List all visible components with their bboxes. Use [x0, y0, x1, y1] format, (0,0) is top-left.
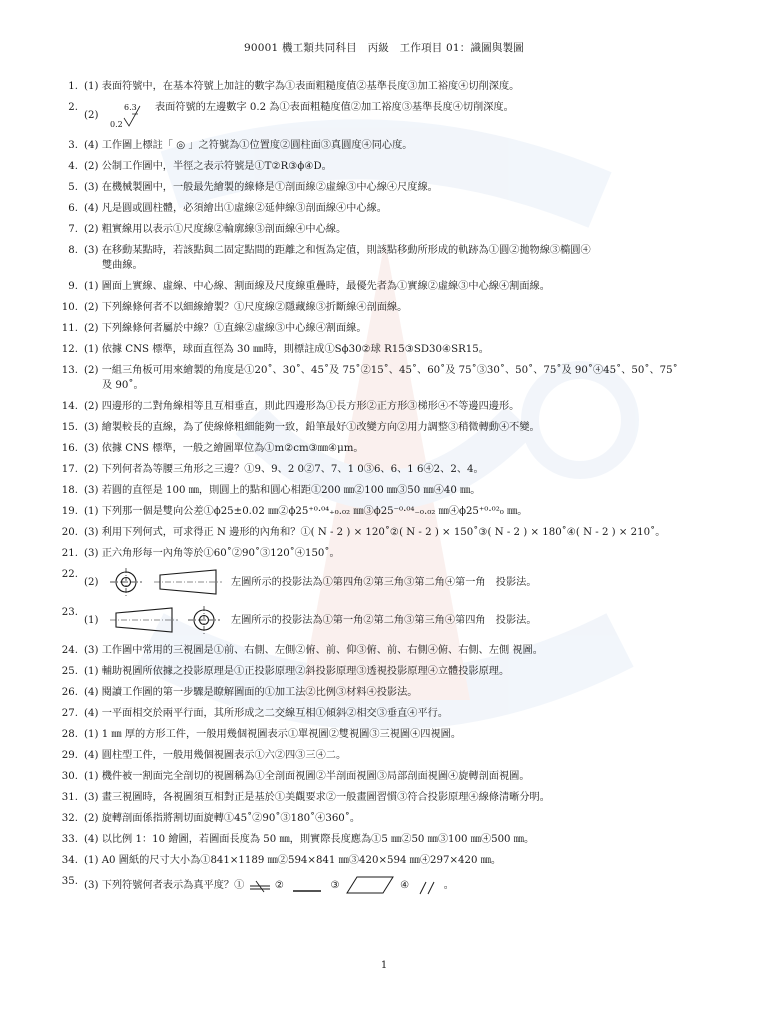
- question-text: 輔助視圖所依據之投影原理是①正投影原理②斜投影原理③透視投影原理④立體投影原理。: [101, 666, 510, 677]
- question-number: 1.: [68, 81, 78, 92]
- question-13: [62, 363, 722, 399]
- question-list: [62, 79, 722, 904]
- question-answer: (3): [84, 527, 99, 538]
- question-number: 29.: [61, 750, 78, 761]
- question-number: 13.: [61, 365, 78, 376]
- question-number: 5.: [68, 182, 78, 193]
- question-number: 23.: [61, 607, 78, 618]
- question-answer: (2): [84, 813, 99, 824]
- question-answer: (1): [84, 344, 99, 355]
- question-answer: (1): [84, 729, 99, 740]
- question-answer: (3): [84, 422, 99, 433]
- question-text: 依據 CNS 標準，一般之繪圖單位為①m②cm③㎜④μm。: [101, 443, 364, 454]
- question-text-continued: 雙曲線。: [102, 260, 143, 271]
- question-number: 12.: [61, 344, 78, 355]
- question-35: [62, 874, 722, 904]
- question-text: 正六角形每一內角等於①60˚②90˚③120˚④150˚。: [101, 548, 340, 559]
- question-answer: (3): [84, 880, 99, 891]
- question-9: [62, 279, 722, 300]
- question-number: 15.: [61, 422, 78, 433]
- question-answer: (1): [84, 855, 99, 866]
- question-text: 工作圖上標註「 ◎ 」之符號為①位置度②圓柱面③真圓度④同心度。: [101, 140, 413, 151]
- question-end-mark: 。: [443, 880, 454, 891]
- option-4-symbol: [412, 874, 440, 896]
- question-28: [62, 727, 722, 748]
- question-text: 表面符號的左邊數字 0.2 為①表面粗糙度值②加工裕度③基準長度④切削深度。: [154, 102, 514, 113]
- question-text: 1 ㎜ 厚的方形工件，一般用幾個視圖表示①單視圖②雙視圖③三視圖④四視圖。: [101, 729, 462, 740]
- surface-roughness-symbol: [110, 100, 146, 130]
- question-answer: (2): [84, 302, 99, 313]
- option-1-symbol: [248, 876, 272, 894]
- question-23: [62, 605, 722, 643]
- question-number: 34.: [61, 855, 78, 866]
- question-15: [62, 420, 722, 441]
- question-answer: (2): [84, 161, 99, 172]
- question-answer: (3): [84, 548, 99, 559]
- question-text: 左圖所示的投影法為①第四角②第三角③第二角④第一角 投影法。: [230, 577, 537, 588]
- question-text: 粗實線用以表示①尺度線②輪廓線③剖面線④中心線。: [101, 224, 347, 235]
- question-text: 以比例 1：10 繪圖，若圖面長度為 50 ㎜，則實際長度應為①5 ㎜②50 ㎜③100 ㎜④500 ㎜。: [101, 834, 535, 845]
- page-number: 1: [380, 960, 388, 971]
- option-2-marker: ②: [274, 880, 284, 891]
- question-30: [62, 769, 722, 790]
- question-number: 14.: [61, 401, 78, 412]
- question-number: 7.: [68, 224, 78, 235]
- question-answer: (2): [84, 110, 99, 121]
- question-2: [62, 100, 722, 138]
- question-24: [62, 643, 722, 664]
- question-text: 在移動某點時，若該點與二固定點間的距離之和恆為定值，則該點移動所形成的軌跡為①圓②拋物線③橢圓④: [101, 245, 591, 256]
- question-10: [62, 300, 722, 321]
- question-number: 32.: [61, 813, 78, 824]
- question-1: [62, 79, 722, 100]
- question-16: [62, 441, 722, 462]
- question-number: 20.: [61, 527, 78, 538]
- question-text: 表面符號中，在基本符號上加註的數字為①表面粗糙度值②基準長度③加工裕度④切削深度。: [101, 81, 520, 92]
- question-number: 3.: [68, 140, 78, 151]
- question-text: 依據 CNS 標準，球面直徑為 30 ㎜時，則標註成①Sϕ30②球 R15③SD30④SR15。: [101, 344, 489, 355]
- question-29: [62, 748, 722, 769]
- question-number: 2.: [68, 102, 78, 113]
- question-17: [62, 462, 722, 483]
- question-answer: (1): [84, 81, 99, 92]
- question-answer: (4): [84, 140, 99, 151]
- question-text: 若圓的直徑是 100 ㎜，則圓上的點和圓心相距①200 ㎜②100 ㎜③50 ㎜④40 ㎜。: [101, 485, 481, 496]
- question-18: [62, 483, 722, 504]
- question-text: 下列符號何者表示為真平度？①: [101, 880, 245, 891]
- question-text: 四邊形的二對角線相等且互相垂直，則此四邊形為①長方形②正方形③梯形④不等邊四邊形。: [101, 401, 520, 412]
- question-19: [62, 504, 722, 525]
- question-text: 閱讀工作圖的第一步驟是瞭解圖面的①加工法②比例③材料④投影法。: [101, 687, 418, 698]
- question-answer: (2): [84, 323, 99, 334]
- question-number: 26.: [61, 687, 78, 698]
- question-number: 18.: [61, 485, 78, 496]
- question-number: 17.: [61, 464, 78, 475]
- question-3: [62, 138, 722, 159]
- question-answer: (1): [84, 666, 99, 677]
- option-3-flatness-symbol: [343, 874, 397, 896]
- question-text: 利用下列何式，可求得正 N 邊形的內角和？①( N - 2 ) × 120˚②( N - 2 ) × 150˚③( N - 2 ) × 180˚④( N - 2 ) × 210˚。: [101, 527, 666, 538]
- question-number: 4.: [68, 161, 78, 172]
- option-2-symbol: [287, 876, 327, 894]
- question-number: 21.: [61, 548, 78, 559]
- question-answer: (3): [84, 245, 99, 256]
- question-answer: (2): [84, 401, 99, 412]
- question-text: 下列那一個是雙向公差①ϕ25±0.02 ㎜②ϕ25⁺⁰·⁰⁴₊₀.₀₂ ㎜③ϕ25⁻⁰·⁰⁴₋₀.₀₂ ㎜④ϕ25⁺⁰·⁰²₀ ㎜。: [101, 506, 528, 517]
- question-text-continued: 及 90˚。: [102, 380, 144, 391]
- question-number: 19.: [61, 506, 78, 517]
- question-number: 28.: [61, 729, 78, 740]
- question-11: [62, 321, 722, 342]
- question-text: 畫三視圖時，各視圖須互相對正是基於①美觀要求②一般畫圖習慣③符合投影原理④線條清晰分明。: [101, 792, 550, 803]
- question-answer: (1): [84, 281, 99, 292]
- question-number: 22.: [61, 569, 78, 580]
- question-12: [62, 342, 722, 363]
- symbol-lower-value: 0.2: [109, 120, 123, 129]
- question-text: 旋轉剖面係指將割切面旋轉①45˚②90˚③180˚④360˚。: [101, 813, 361, 824]
- question-number: 33.: [61, 834, 78, 845]
- page-header: 90001 機工類共同科目 丙級 工作項目 01：識圖與製圖: [244, 42, 524, 54]
- question-text: 繪製較長的直線，為了使線條粗細能夠一致，鉛筆最好①改變方向②用力調整③稍微轉動④不變。: [101, 422, 540, 433]
- question-25: [62, 664, 722, 685]
- question-answer: (1): [84, 615, 99, 626]
- question-27: [62, 706, 722, 727]
- question-text: 下列線條何者不以細線繪製？①尺度線②隱藏線③折斷線④剖面線。: [101, 302, 408, 313]
- question-26: [62, 685, 722, 706]
- question-number: 6.: [68, 203, 78, 214]
- question-text: A0 圖紙的尺寸大小為①841×1189 ㎜②594×841 ㎜③420×594 ㎜④297×420 ㎜。: [101, 855, 502, 866]
- symbol-upper-value: 6.3: [123, 103, 137, 112]
- question-answer: (4): [84, 750, 99, 761]
- question-answer: (1): [84, 506, 99, 517]
- question-number: 25.: [61, 666, 78, 677]
- question-text: 凡是圓或圓柱體，必須繪出①虛線②延伸線③剖面線④中心線。: [101, 203, 387, 214]
- question-text: 圓柱型工件，一般用幾個視圖表示①六②四③三④二。: [101, 750, 347, 761]
- question-8: [62, 243, 722, 279]
- question-32: [62, 811, 722, 832]
- question-text: 圖面上實線、虛線、中心線、割面線及尺度線重疊時，最優先者為①實線②虛線③中心線④割面線。: [101, 281, 550, 292]
- question-21: [62, 546, 722, 567]
- question-4: [62, 159, 722, 180]
- question-7: [62, 222, 722, 243]
- question-answer: (1): [84, 771, 99, 782]
- question-number: 24.: [61, 645, 78, 656]
- option-4-marker: ④: [400, 880, 410, 891]
- question-answer: (3): [84, 645, 99, 656]
- question-text: 左圖所示的投影法為①第一角②第二角③第三角④第四角 投影法。: [230, 615, 537, 626]
- question-text: 下列何者為等腰三角形之三邊？①9、9、2 0②7、7、1 0③6、6、1 6④2、2、4。: [101, 464, 484, 475]
- question-33: [62, 832, 722, 853]
- question-22: [62, 567, 722, 605]
- question-31: [62, 790, 722, 811]
- question-answer: (4): [84, 834, 99, 845]
- question-text: 一組三角板可用來繪製的角度是①20˚、30˚、45˚及 75˚②15˚、45˚、60˚及 75˚③30˚、50˚、75˚及 90˚④45˚、50˚、75˚: [101, 365, 678, 376]
- question-number: 9.: [68, 281, 78, 292]
- question-34: [62, 853, 722, 874]
- question-answer: (2): [84, 365, 99, 376]
- question-text: 機件被一割面完全剖切的視圖稱為①全剖面視圖②半剖面視圖③局部剖面視圖④旋轉剖面視圖。: [101, 771, 530, 782]
- question-number: 35.: [61, 876, 78, 887]
- question-text: 一平面相交於兩平行面，其所形成之二交線互相①傾斜②相交③垂直④平行。: [101, 708, 449, 719]
- question-answer: (3): [84, 485, 99, 496]
- question-5: [62, 180, 722, 201]
- question-6: [62, 201, 722, 222]
- question-answer: (3): [84, 792, 99, 803]
- question-number: 10.: [61, 302, 78, 313]
- question-number: 11.: [61, 323, 78, 334]
- question-14: [62, 399, 722, 420]
- question-text: 公制工作圖中，半徑之表示符號是①T②R③ϕ④D。: [101, 161, 332, 172]
- question-answer: (2): [84, 224, 99, 235]
- first-angle-projection-symbol: [108, 605, 224, 635]
- question-answer: (4): [84, 708, 99, 719]
- question-answer: (3): [84, 443, 99, 454]
- question-answer: (4): [84, 203, 99, 214]
- question-number: 8.: [68, 245, 78, 256]
- option-3-marker: ③: [330, 880, 340, 891]
- question-answer: (2): [84, 464, 99, 475]
- third-angle-projection-symbol: [108, 567, 224, 597]
- question-text: 工作圖中常用的三視圖是①前、右側、左側②俯、前、仰③俯、前、右側④俯、右側、左側 視圖。: [101, 645, 543, 656]
- question-answer: (3): [84, 182, 99, 193]
- question-text: 在機械製圖中，一般最先繪製的線條是①剖面線②虛線③中心線④尺度線。: [101, 182, 438, 193]
- question-answer: (4): [84, 687, 99, 698]
- question-number: 16.: [61, 443, 78, 454]
- question-text: 下列線條何者屬於中線？①直線②虛線③中心線④割面線。: [101, 323, 367, 334]
- question-number: 30.: [61, 771, 78, 782]
- question-answer: (2): [84, 577, 99, 588]
- question-number: 27.: [61, 708, 78, 719]
- question-20: [62, 525, 722, 546]
- question-number: 31.: [61, 792, 78, 803]
